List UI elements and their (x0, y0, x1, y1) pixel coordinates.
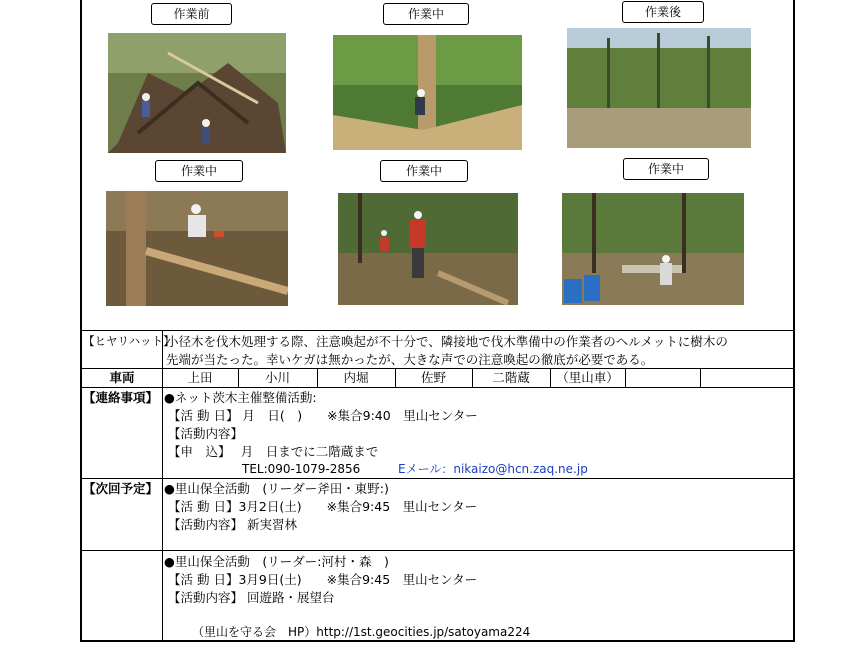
vehicle-satoyama-car: （里山車） (556, 370, 619, 385)
photo-during-1 (333, 35, 522, 150)
contact-line-2: 【活 動 日】 月 日( ) ※集合9:40 里山センター (168, 408, 478, 423)
photo-label-before: 作業前 (151, 3, 232, 25)
hiyari-label: 【ヒヤリハット】 (83, 334, 175, 348)
contact-tel: TEL:090-1079-2856 (242, 462, 361, 476)
newsletter-sheet (80, 0, 795, 642)
photo-during-3 (338, 193, 518, 305)
divider-next-second (82, 550, 793, 551)
photo-label-during-3: 作業中 (380, 160, 468, 182)
divider-contact-top (82, 387, 793, 388)
photo-during-4 (562, 193, 744, 305)
photo-during-2 (106, 191, 288, 306)
next-a-line-2: 【活 動 日】3月2日(土) ※集合9:45 里山センター (168, 499, 478, 514)
next-label: 【次回予定】 (83, 481, 159, 496)
vehicle-driver-5: 二階蔵 (492, 370, 530, 385)
divider-hiyari-top (82, 330, 793, 331)
vehicle-driver-4: 佐野 (420, 370, 446, 385)
next-a-line-1: ●里山保全活動 (リーダー斧田・東野:) (164, 481, 389, 496)
hiyari-line-2: 先端が当たった。幸いケガは無かったが、大きな声での注意喚起の徹底が必要である。 (166, 352, 654, 367)
homepage-link[interactable]: （里山を守る会 HP）http://1st.geocities.jp/satoyama224 (192, 625, 531, 639)
vehicle-driver-1: 上田 (187, 370, 213, 385)
hiyari-line-1: 小径木を伐木処理する際、注意喚起が不十分で、隣接地で伐木準備中の作業者のヘルメットに樹木の (166, 334, 728, 349)
next-b-line-3: 【活動内容】 回遊路・展望台 (168, 590, 335, 605)
vehicle-driver-2: 小川 (264, 370, 290, 385)
photo-label-during-1: 作業中 (383, 3, 469, 25)
photo-after (567, 28, 751, 148)
divider-next-top (82, 478, 793, 479)
contact-label: 【連絡事項】 (83, 390, 159, 405)
photo-label-during-2: 作業中 (155, 160, 243, 182)
vehicle-col-7 (700, 368, 701, 388)
next-a-line-3: 【活動内容】 新実習林 (168, 517, 297, 532)
contact-line-4: 【申 込】 月 日までに二階蔵まで (168, 444, 379, 459)
contact-line-3: 【活動内容】 (168, 426, 244, 441)
contact-line-1: ●ネット茨木主催整備活動: (164, 390, 317, 405)
photo-before (108, 33, 286, 153)
photo-label-during-4: 作業中 (623, 158, 709, 180)
photo-label-after: 作業後 (622, 1, 704, 23)
next-b-line-1: ●里山保全活動 (リーダー:河村・森 ) (164, 554, 389, 569)
vehicles-label: 車両 (109, 370, 135, 385)
next-b-line-2: 【活 動 日】3月9日(土) ※集合9:45 里山センター (168, 572, 478, 587)
vehicle-col-6 (625, 368, 626, 388)
vehicle-driver-3: 内堀 (343, 370, 369, 385)
contact-email[interactable]: Eメール：nikaizo@hcn.zaq.ne.jp (398, 462, 588, 476)
